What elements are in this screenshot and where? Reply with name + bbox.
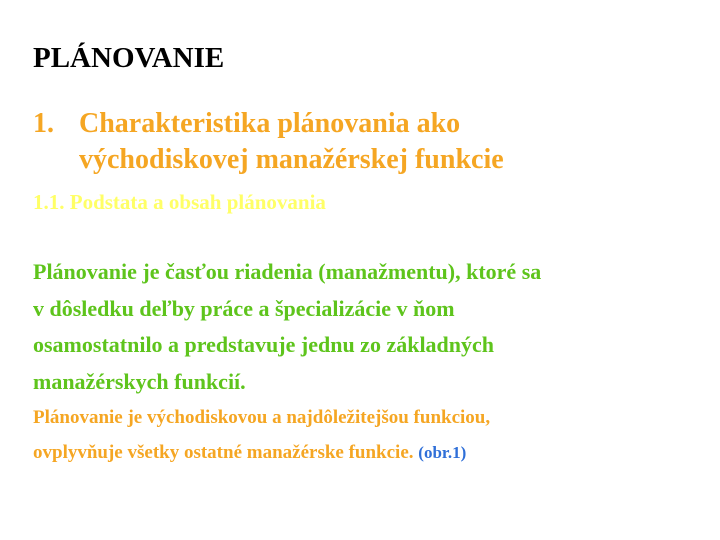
note-paragraph: [33, 400, 703, 470]
paragraph-line-1: Plánovanie je časťou riadenia (manažmentu), ktoré sa: [33, 259, 542, 284]
paragraph-line-3: osamostatnilo a predstavuje jednu zo základných: [33, 332, 495, 357]
section-heading-line-2: východiskovej manažérskej funkcie: [79, 144, 504, 175]
subsection-heading: 1.1. Podstata a obsah plánovania: [33, 190, 326, 214]
section-heading-row: [33, 106, 703, 178]
section-heading-number: 1.: [33, 108, 54, 139]
paragraph-line-2: v dôsledku deľby práce a špecializácie v ňom: [33, 295, 455, 321]
note-line-1: Plánovanie je východiskovou a najdôležitejšou funkciou,: [33, 407, 491, 428]
section-heading-text: [79, 106, 703, 178]
note-line-2: ovplyvňuje všetky ostatné manažérske funkcie.: [33, 442, 414, 463]
slide-title: PLÁNOVANIE: [33, 42, 225, 74]
section-heading: [33, 106, 703, 178]
paragraph-line-4: manažérskych funkcií.: [33, 368, 246, 394]
figure-reference: (obr.1): [418, 443, 467, 462]
section-heading-line-1: Charakteristika plánovania ako: [79, 108, 461, 139]
definition-paragraph: [33, 254, 703, 400]
